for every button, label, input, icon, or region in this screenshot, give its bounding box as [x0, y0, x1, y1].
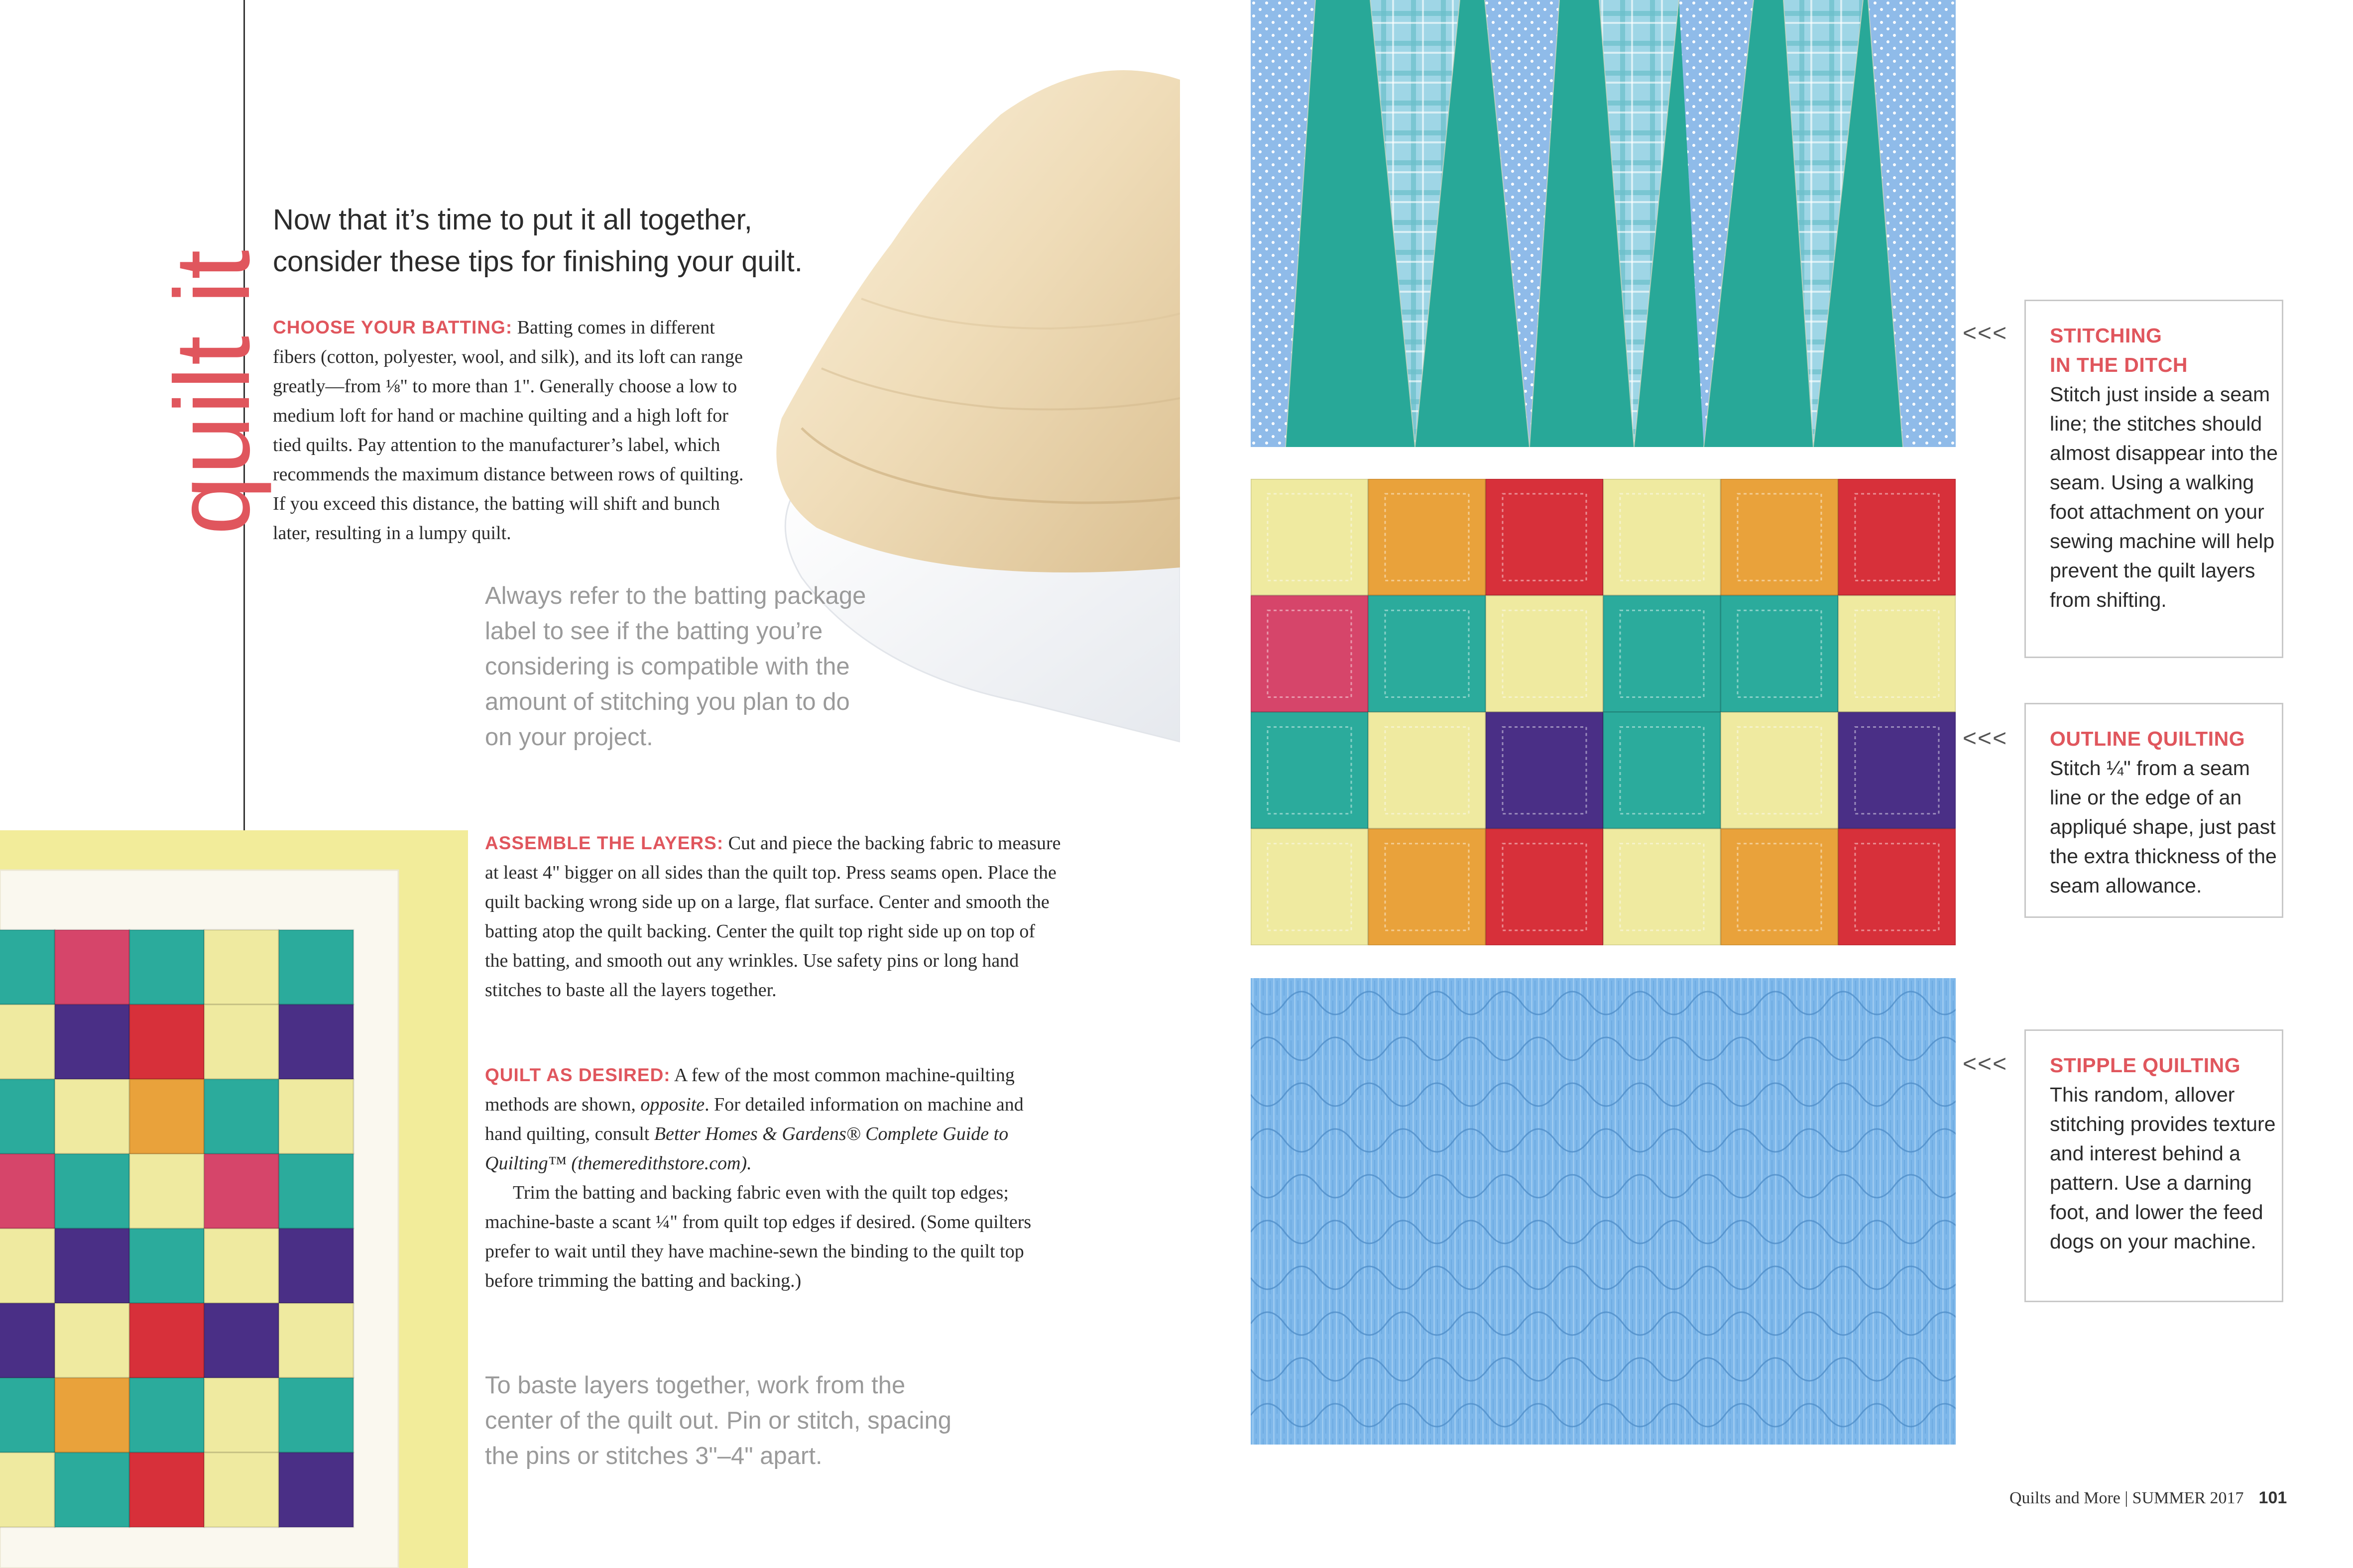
section-text: Batting comes in different fibers (cotton, polyester, wool, and silk), and its loft can range greatly—from ⅛" to more than 1". Generally choose a low to medium loft for hand or machine quilting and a high loft for tied quilts. Pay attention to the manufacturer’s label, which recommends the maximum distance between rows of quilting. If you exceed this distance, the batting will shift and bunch later, resulting in a lumpy quilt.: [273, 317, 744, 544]
section-heading: QUILT AS DESIRED:: [485, 1065, 671, 1085]
quilt-square: [55, 1154, 129, 1229]
section-text: Cut and piece the backing fabric to measure at least 4" bigger on all sides than the quilt top. Press seams open. Place the quilt backing wrong side up on a large, flat surface. Center and smooth the batting atop the quilt backing. Center the quilt top right side up on top of the batting, and smooth out any wrinkles. Use safety pins or long hand stitches to baste all the layers together.: [485, 833, 1061, 1001]
quilt-square: [279, 1378, 353, 1453]
section-text: A few of the most common machine-quilting methods are shown,: [485, 1065, 1015, 1115]
quilt-square: [55, 1303, 129, 1378]
arrow-left-icon: <<<: [1963, 1051, 2008, 1077]
book-reference: Better Homes & Gardens® Complete Guide to Quilting™ (themeredithstore.com).: [485, 1123, 1009, 1174]
method-heading: IN THE DITCH: [2050, 353, 2188, 376]
quilt-square: [129, 1154, 204, 1229]
page-footer: [2009, 1488, 2287, 1508]
page-title: quilt it: [153, 248, 272, 535]
method-heading: OUTLINE QUILTING: [2050, 727, 2245, 750]
method-text: Stitch ¼" from a seam line or the edge of an appliqué shape, just past the extra thickness of the seam allowance.: [2050, 757, 2277, 897]
method-box-stitching-in-the-ditch: [2024, 300, 2283, 658]
quilt-square: [0, 1453, 55, 1527]
page-number: 101: [2258, 1488, 2287, 1507]
quilt-basting-photo: [0, 830, 468, 1568]
quilt-square: [0, 1378, 55, 1453]
arrow-left-icon: <<<: [1963, 725, 2008, 752]
quilt-square: [279, 930, 353, 1005]
footer-separator: |: [2120, 1489, 2132, 1507]
quilt-square: [279, 1453, 353, 1527]
intro-text: Now that it’s time to put it all together, consider these tips for finishing your quilt.: [273, 204, 803, 278]
quilt-square: [204, 1005, 279, 1079]
callout-batting-label: Always refer to the batting package label to see if the batting you’re considering is compatible with the amount of stitching you plan to do on your project.: [485, 582, 866, 751]
quilt-square: [55, 1378, 129, 1453]
section-text: . For detailed information on machine and hand quilting, consult: [485, 1094, 1024, 1144]
quilt-square: [55, 1079, 129, 1154]
stipple-quilting-photo: [1251, 978, 1956, 1445]
quilt-square: [129, 1229, 204, 1303]
quilt-square: [55, 1229, 129, 1303]
quilt-square: [129, 1453, 204, 1527]
method-heading: STITCHING: [2050, 324, 2162, 347]
method-box-stipple-quilting: [2024, 1029, 2283, 1302]
section-batting: [273, 313, 748, 548]
quilt-square: [129, 1378, 204, 1453]
quilt-square: [55, 1005, 129, 1079]
method-text: This random, allover stitching provides texture and interest behind a pattern. Use a darning foot, and lower the feed dogs on your machine.: [2050, 1083, 2276, 1253]
section-heading: CHOOSE YOUR BATTING:: [273, 317, 513, 337]
magazine-name: Quilts and More: [2009, 1489, 2120, 1507]
quilt-square: [0, 1229, 55, 1303]
quilt-square: [0, 1154, 55, 1229]
quilt-square: [55, 1453, 129, 1527]
quilt-square: [0, 1079, 55, 1154]
quilt-square: [129, 1303, 204, 1378]
quilt-square: [279, 1229, 353, 1303]
section-assemble: [485, 828, 1062, 1005]
quilt-square: [204, 1079, 279, 1154]
outline-quilting-photo: [1251, 479, 1956, 945]
quilt-grid: [1251, 479, 1956, 945]
method-text: Stitch just inside a seam line; the stitches should almost disappear into the seam. Using a walking foot attachment on your sewing machine will help prevent the quilt layers from shifting.: [2050, 383, 2278, 611]
section-text-emphasis: opposite: [640, 1094, 705, 1115]
quilt-grid: [0, 930, 353, 1527]
quilt-square: [204, 1378, 279, 1453]
callout-basting: To baste layers together, work from the center of the quilt out. Pin or stitch, spacing the pins or stitches 3"–4" apart.: [485, 1372, 951, 1469]
section-paragraph: Trim the batting and backing fabric even with the quilt top edges; machine-baste a scant ¼" from quilt top edges if desired. (Some quilters prefer to wait until they have machine-sewn the binding to the quilt top before trimming the batting and backing.): [485, 1182, 1032, 1291]
quilt-square: [129, 930, 204, 1005]
arrow-left-icon: <<<: [1963, 320, 2008, 346]
stitching-in-the-ditch-photo: [1251, 0, 1956, 447]
quilt-square: [204, 1229, 279, 1303]
quilt-square: [129, 1079, 204, 1154]
quilt-square: [204, 1303, 279, 1378]
quilt-square: [0, 1005, 55, 1079]
issue-date: SUMMER 2017: [2132, 1489, 2244, 1507]
quilt-square: [204, 1154, 279, 1229]
quilt-square: [0, 1303, 55, 1378]
section-quilt: [485, 1060, 1062, 1296]
quilt-square: [279, 1005, 353, 1079]
quilt-square: [204, 1453, 279, 1527]
quilt-square: [129, 1005, 204, 1079]
method-heading: STIPPLE QUILTING: [2050, 1054, 2241, 1077]
quilt-square: [279, 1154, 353, 1229]
section-heading: ASSEMBLE THE LAYERS:: [485, 833, 724, 853]
quilt-square: [279, 1079, 353, 1154]
method-box-outline-quilting: [2024, 703, 2283, 918]
quilt-square: [55, 930, 129, 1005]
quilt-square: [204, 930, 279, 1005]
quilt-square: [279, 1303, 353, 1378]
quilt-square: [0, 930, 55, 1005]
